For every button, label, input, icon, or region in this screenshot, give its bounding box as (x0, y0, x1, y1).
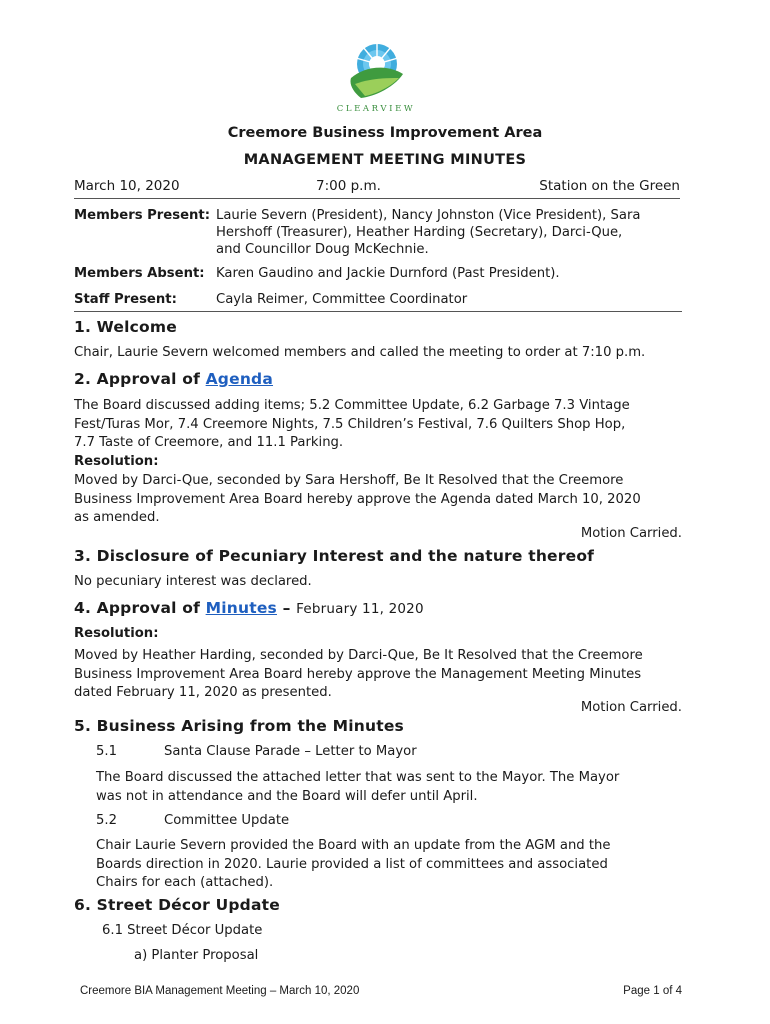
text-line: Business Improvement Area Board hereby approve the Management Meeting Minutes (74, 666, 642, 682)
heading-text: 4. Approval of (74, 599, 206, 617)
heading-dash: – (276, 599, 297, 617)
members-absent-label: Members Absent: (74, 266, 205, 281)
text-line: as amended. (74, 510, 160, 525)
members-absent-list: Karen Gaudino and Jackie Durnford (Past President). (216, 266, 560, 281)
item-5-2-text (96, 837, 686, 893)
resolution-label: Resolution: (74, 454, 159, 469)
item-5-2 (96, 812, 656, 831)
staff-present (74, 291, 682, 311)
item-6-1-a: a) Planter Proposal (134, 948, 259, 963)
section-pecuniary-heading: 3. Disclosure of Pecuniary Interest and the nature thereof (74, 547, 595, 565)
meeting-location: Station on the Green (539, 178, 680, 194)
section-agenda-heading (74, 370, 273, 388)
section-pecuniary-text: No pecuniary interest was declared. (74, 574, 312, 589)
item-5-1-text (96, 769, 686, 806)
text-line: Boards direction in 2020. Laurie provided a list of committees and associated (96, 856, 608, 872)
item-title: Committee Update (164, 813, 290, 828)
text-line: 7.7 Taste of Creemore, and 11.1 Parking. (74, 435, 344, 450)
section-minutes-heading (74, 599, 424, 617)
members-present-label: Members Present: (74, 208, 211, 223)
heading-date: February 11, 2020 (296, 601, 424, 617)
meeting-time: 7:00 p.m. (316, 178, 381, 194)
motion-carried: Motion Carried. (580, 700, 682, 715)
text-line: Moved by Darci-Que, seconded by Sara Hershoff, Be It Resolved that the Creemore (74, 473, 624, 488)
minutes-resolution-text (74, 647, 682, 703)
item-title: Santa Clause Parade – Letter to Mayor (164, 744, 417, 759)
motion-carried: Motion Carried. (580, 526, 682, 541)
section-business-arising-heading: 5. Business Arising from the Minutes (74, 717, 404, 735)
text-line: was not in attendance and the Board will defer until April. (96, 788, 478, 804)
item-6-1: 6.1 Street Décor Update (102, 923, 263, 938)
document-subtitle: MANAGEMENT MEETING MINUTES (243, 152, 527, 168)
text-line: Fest/Turas Mor, 7.4 Creemore Nights, 7.5 Children’s Festival, 7.6 Quilters Shop Hop, (74, 416, 626, 432)
minutes-link[interactable]: Minutes (205, 599, 277, 617)
members-present-list (216, 207, 686, 259)
text-line: dated February 11, 2020 as presented. (74, 685, 332, 700)
logo-wordmark: CLEARVIEW (336, 104, 416, 114)
text-line: The Board discussed adding items; 5.2 Committee Update, 6.2 Garbage 7.3 Vintage (74, 398, 630, 413)
heading-text: 2. Approval of (74, 370, 206, 388)
section-welcome-text: Chair, Laurie Severn welcomed members and called the meeting to order at 7:10 p.m. (74, 345, 646, 360)
item-number: 5.2 (96, 813, 117, 828)
text-line: Chair Laurie Severn provided the Board with an update from the AGM and the (96, 838, 611, 853)
section-welcome-heading: 1. Welcome (74, 318, 177, 336)
page-number: Page 1 of 4 (623, 985, 682, 997)
text-line: Business Improvement Area Board hereby approve the Agenda dated March 10, 2020 (74, 491, 641, 507)
text-line: and Councillor Doug McKechnie. (216, 242, 429, 258)
agenda-resolution-text (74, 472, 682, 528)
section-street-decor-heading: 6. Street Décor Update (74, 896, 280, 914)
resolution-label: Resolution: (74, 626, 159, 641)
text-line: Moved by Heather Harding, seconded by Darci-Que, Be It Resolved that the Creemore (74, 648, 643, 663)
text-line: Chairs for each (attached). (96, 875, 274, 890)
item-5-1 (96, 743, 656, 762)
text-line: The Board discussed the attached letter that was sent to the Mayor. The Mayor (96, 770, 620, 785)
agenda-link[interactable]: Agenda (205, 370, 274, 388)
item-number: 5.1 (96, 744, 117, 759)
section-agenda-text (74, 397, 682, 453)
footer-left: Creemore BIA Management Meeting – March 10, 2020 (80, 985, 360, 997)
members-absent (74, 265, 682, 285)
staff-present-list: Cayla Reimer, Committee Coordinator (216, 292, 468, 307)
text-line: Hershoff (Treasurer), Heather Harding (Secretary), Darci-Que, (216, 225, 623, 241)
header-divider (74, 311, 682, 312)
members-present (74, 207, 682, 263)
meeting-date: March 10, 2020 (74, 178, 180, 194)
document-title: Creemore Business Improvement Area (227, 125, 543, 141)
text-line: Laurie Severn (President), Nancy Johnston (Vice President), Sara (216, 208, 641, 223)
meeting-info-row (74, 178, 680, 199)
staff-present-label: Staff Present: (74, 292, 177, 307)
